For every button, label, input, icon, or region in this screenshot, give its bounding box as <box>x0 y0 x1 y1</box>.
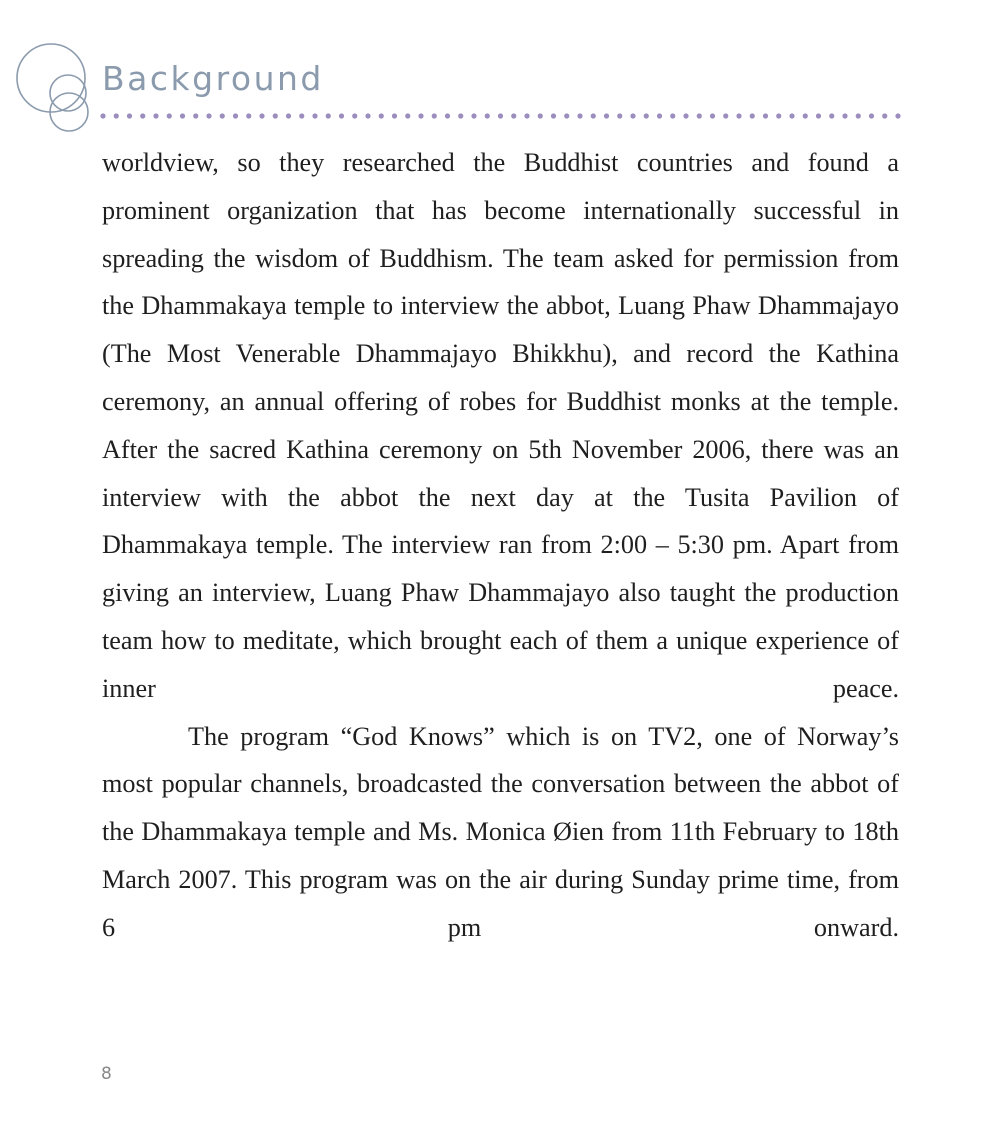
divider-dot <box>485 113 490 118</box>
divider-dot <box>392 113 397 118</box>
divider-dot <box>445 113 450 118</box>
divider-dot <box>723 113 728 118</box>
divider-dot <box>895 113 900 118</box>
divider-dot <box>577 113 582 118</box>
divider-dot <box>882 113 887 118</box>
divider-dot <box>100 113 105 118</box>
divider-dot <box>498 113 503 118</box>
divider-dot <box>604 113 609 118</box>
divider-dot <box>153 113 158 118</box>
divider-dot <box>167 113 172 118</box>
divider-dot <box>458 113 463 118</box>
divider-dot <box>418 113 423 118</box>
divider-dot <box>365 113 370 118</box>
divider-dot <box>379 113 384 118</box>
divider-dot <box>312 113 317 118</box>
divider-dot <box>856 113 861 118</box>
overlapping-circles-icon <box>0 0 110 140</box>
divider-dot <box>326 113 331 118</box>
divider-dot <box>220 113 225 118</box>
divider-dot <box>683 113 688 118</box>
divider-dot <box>206 113 211 118</box>
paragraph-1: worldview, so they researched the Buddhist countries and found a prominent organization that has become internationally successful in spreading the wisdom of Buddhism. The team asked for permission from the Dhammakaya temple to interview the abbot, Luang Phaw Dhammajayo (The Most Venerable Dhammajayo Bhikkhu), and record the Kathina ceremony, an annual offering of robes for Buddhist monks at the temple. After the sacred Kathina ceremony on 5th November 2006, there was an interview with the abbot the next day at the Tusita Pavilion of Dhammakaya temple. The interview ran from 2:00 – 5:30 pm. Apart from giving an interview, Luang Phaw Dhammajayo also taught the production team how to meditate, which brought each of them a unique experience of inner peace. <box>102 148 899 703</box>
divider-dot <box>273 113 278 118</box>
body-text <box>102 139 899 952</box>
divider-dot <box>246 113 251 118</box>
divider-dot <box>339 113 344 118</box>
divider-dot <box>286 113 291 118</box>
divider-dot <box>710 113 715 118</box>
divider-dot <box>829 113 834 118</box>
divider-dot <box>842 113 847 118</box>
divider-dot <box>259 113 264 118</box>
divider-dot <box>617 113 622 118</box>
divider-dot <box>630 113 635 118</box>
divider-dot <box>471 113 476 118</box>
divider-dot <box>670 113 675 118</box>
divider-dot <box>524 113 529 118</box>
divider-dot <box>538 113 543 118</box>
dotted-divider <box>100 110 905 122</box>
divider-dot <box>591 113 596 118</box>
divider-dot <box>299 113 304 118</box>
divider-dot <box>789 113 794 118</box>
divider-dot <box>657 113 662 118</box>
divider-dot <box>352 113 357 118</box>
divider-dot <box>193 113 198 118</box>
divider-dot <box>114 113 119 118</box>
divider-dot <box>140 113 145 118</box>
divider-dot <box>233 113 238 118</box>
divider-dot <box>511 113 516 118</box>
divider-dot <box>816 113 821 118</box>
divider-dot <box>750 113 755 118</box>
divider-dot <box>644 113 649 118</box>
divider-dot <box>736 113 741 118</box>
divider-dot <box>776 113 781 118</box>
divider-dot <box>803 113 808 118</box>
divider-dot <box>763 113 768 118</box>
paragraph-2: The program “God Knows” which is on TV2, one of Norway’s most popular channels, broadcasted the conversation between the abbot of the Dhammakaya temple and Ms. Monica Øien from 11th February to 18th March 2007. This program was on the air during Sunday prime time, from 6 pm onward. <box>102 721 899 942</box>
divider-dot <box>564 113 569 118</box>
divider-dot <box>405 113 410 118</box>
divider-dot <box>180 113 185 118</box>
divider-dot <box>551 113 556 118</box>
divider-dot <box>127 113 132 118</box>
page-number: 8 <box>101 1064 112 1084</box>
section-title: Background <box>102 59 324 98</box>
divider-dot <box>869 113 874 118</box>
divider-dot <box>697 113 702 118</box>
divider-dot <box>432 113 437 118</box>
